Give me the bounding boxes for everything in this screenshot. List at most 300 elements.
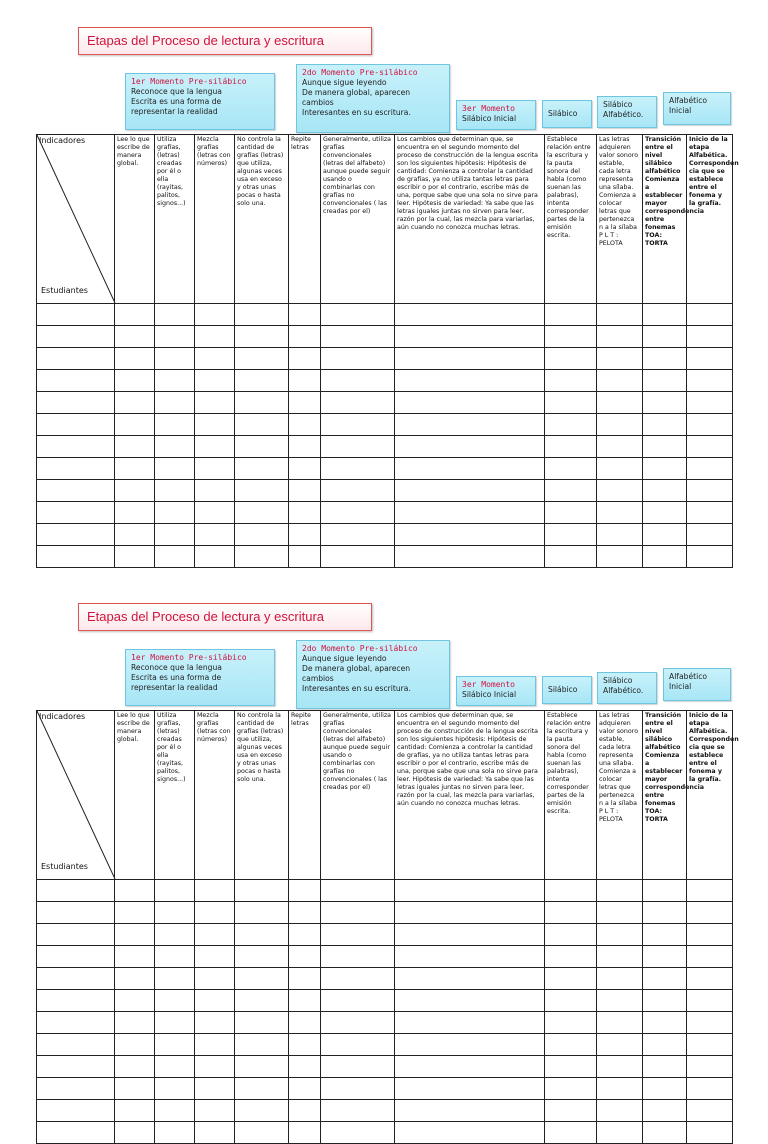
student-check-cell[interactable] [643,968,687,990]
student-check-cell[interactable] [115,1056,155,1078]
student-name-cell[interactable] [37,436,115,458]
student-name-cell[interactable] [37,480,115,502]
indicator-cell: Establece relación entre la escritura y la pauta sonora del habla (como suenan las palabras), intenta corresponder partes de la emisión escrita. [545,711,597,880]
student-name-cell[interactable] [37,370,115,392]
student-check-cell[interactable] [289,502,321,524]
student-name-cell[interactable] [37,414,115,436]
student-check-cell[interactable] [289,946,321,968]
student-check-cell[interactable] [235,924,289,946]
student-check-cell[interactable] [687,546,733,568]
student-check-cell[interactable] [597,968,643,990]
student-name-cell[interactable] [37,524,115,546]
student-check-cell[interactable] [597,502,643,524]
student-check-cell[interactable] [687,1034,733,1056]
student-check-cell[interactable] [321,458,395,480]
student-check-cell[interactable] [195,458,235,480]
student-check-cell[interactable] [115,370,155,392]
student-check-cell[interactable] [321,304,395,326]
student-check-cell[interactable] [687,968,733,990]
student-check-cell[interactable] [289,524,321,546]
student-check-cell[interactable] [235,902,289,924]
student-check-cell[interactable] [195,968,235,990]
student-check-cell[interactable] [235,1078,289,1100]
student-check-cell[interactable] [289,392,321,414]
student-check-cell[interactable] [235,502,289,524]
student-check-cell[interactable] [395,1034,545,1056]
student-check-cell[interactable] [321,348,395,370]
student-check-cell[interactable] [643,1100,687,1122]
student-name-cell[interactable] [37,458,115,480]
student-check-cell[interactable] [195,326,235,348]
student-check-cell[interactable] [155,924,195,946]
student-check-cell[interactable] [643,458,687,480]
student-check-cell[interactable] [395,1078,545,1100]
student-check-cell[interactable] [115,392,155,414]
student-check-cell[interactable] [321,880,395,902]
student-check-cell[interactable] [289,546,321,568]
student-name-cell[interactable] [37,502,115,524]
student-check-cell[interactable] [597,1012,643,1034]
student-check-cell[interactable] [395,1100,545,1122]
student-check-cell[interactable] [643,524,687,546]
student-check-cell[interactable] [395,436,545,458]
student-name-cell[interactable] [37,990,115,1012]
student-check-cell[interactable] [687,1078,733,1100]
student-check-cell[interactable] [687,392,733,414]
student-check-cell[interactable] [195,946,235,968]
student-check-cell[interactable] [115,480,155,502]
student-check-cell[interactable] [321,1122,395,1144]
student-check-cell[interactable] [115,458,155,480]
student-check-cell[interactable] [115,1078,155,1100]
student-check-cell[interactable] [115,1012,155,1034]
student-check-cell[interactable] [395,946,545,968]
student-check-cell[interactable] [643,392,687,414]
student-check-cell[interactable] [597,524,643,546]
silabico-label: Silábico [548,109,578,118]
student-check-cell[interactable] [155,458,195,480]
student-check-cell[interactable] [155,392,195,414]
student-check-cell[interactable] [321,1078,395,1100]
student-check-cell[interactable] [289,968,321,990]
student-check-cell[interactable] [235,1012,289,1034]
student-check-cell[interactable] [321,990,395,1012]
student-check-cell[interactable] [687,880,733,902]
student-check-cell[interactable] [115,436,155,458]
student-check-cell[interactable] [289,1122,321,1144]
student-check-cell[interactable] [687,946,733,968]
student-check-cell[interactable] [289,480,321,502]
student-check-cell[interactable] [155,1056,195,1078]
student-check-cell[interactable] [235,968,289,990]
student-check-cell[interactable] [235,524,289,546]
student-check-cell[interactable] [115,524,155,546]
student-check-cell[interactable] [235,304,289,326]
student-check-cell[interactable] [643,436,687,458]
student-check-cell[interactable] [115,1122,155,1144]
student-check-cell[interactable] [643,902,687,924]
student-check-cell[interactable] [643,880,687,902]
student-check-cell[interactable] [155,370,195,392]
student-check-cell[interactable] [597,546,643,568]
student-check-cell[interactable] [155,502,195,524]
student-check-cell[interactable] [155,1012,195,1034]
student-name-cell[interactable] [37,348,115,370]
student-check-cell[interactable] [643,1078,687,1100]
student-check-cell[interactable] [545,1034,597,1056]
student-check-cell[interactable] [687,990,733,1012]
student-check-cell[interactable] [687,370,733,392]
student-check-cell[interactable] [643,304,687,326]
student-check-cell[interactable] [289,990,321,1012]
student-check-cell[interactable] [643,546,687,568]
student-check-cell[interactable] [155,546,195,568]
student-check-cell[interactable] [289,1056,321,1078]
student-check-cell[interactable] [115,546,155,568]
student-check-cell[interactable] [155,1122,195,1144]
student-check-cell[interactable] [597,392,643,414]
student-check-cell[interactable] [155,1078,195,1100]
student-check-cell[interactable] [545,1078,597,1100]
student-check-cell[interactable] [395,546,545,568]
student-check-cell[interactable] [545,968,597,990]
student-check-cell[interactable] [597,880,643,902]
student-check-cell[interactable] [235,1034,289,1056]
student-name-cell[interactable] [37,1078,115,1100]
student-check-cell[interactable] [195,902,235,924]
student-check-cell[interactable] [115,1034,155,1056]
student-check-cell[interactable] [115,946,155,968]
student-check-cell[interactable] [321,968,395,990]
student-check-cell[interactable] [545,480,597,502]
student-name-cell[interactable] [37,1056,115,1078]
student-check-cell[interactable] [155,304,195,326]
student-check-cell[interactable] [687,1012,733,1034]
student-check-cell[interactable] [395,968,545,990]
student-check-cell[interactable] [545,1100,597,1122]
student-check-cell[interactable] [597,1122,643,1144]
student-check-cell[interactable] [155,326,195,348]
student-check-cell[interactable] [687,414,733,436]
student-name-cell[interactable] [37,1034,115,1056]
student-check-cell[interactable] [687,458,733,480]
student-name-cell[interactable] [37,392,115,414]
student-check-cell[interactable] [195,524,235,546]
student-check-cell[interactable] [643,924,687,946]
student-check-cell[interactable] [597,1100,643,1122]
student-check-cell[interactable] [115,880,155,902]
student-check-cell[interactable] [321,902,395,924]
student-check-cell[interactable] [395,348,545,370]
student-check-cell[interactable] [289,1078,321,1100]
student-name-cell[interactable] [37,924,115,946]
student-check-cell[interactable] [643,946,687,968]
student-check-cell[interactable] [545,370,597,392]
student-check-cell[interactable] [395,480,545,502]
student-check-cell[interactable] [155,968,195,990]
student-check-cell[interactable] [321,414,395,436]
student-check-cell[interactable] [155,880,195,902]
student-check-cell[interactable] [597,902,643,924]
student-name-cell[interactable] [37,304,115,326]
student-check-cell[interactable] [643,326,687,348]
student-check-cell[interactable] [195,880,235,902]
student-row [37,1056,733,1078]
student-check-cell[interactable] [545,458,597,480]
student-check-cell[interactable] [235,436,289,458]
student-check-cell[interactable] [545,414,597,436]
student-check-cell[interactable] [687,1122,733,1144]
student-check-cell[interactable] [115,902,155,924]
student-check-cell[interactable] [545,326,597,348]
student-check-cell[interactable] [289,924,321,946]
student-check-cell[interactable] [321,924,395,946]
student-check-cell[interactable] [597,480,643,502]
student-check-cell[interactable] [395,414,545,436]
student-check-cell[interactable] [545,1056,597,1078]
student-check-cell[interactable] [289,370,321,392]
student-check-cell[interactable] [321,1056,395,1078]
student-check-cell[interactable] [155,480,195,502]
student-check-cell[interactable] [597,304,643,326]
student-check-cell[interactable] [235,458,289,480]
student-check-cell[interactable] [289,1100,321,1122]
student-check-cell[interactable] [687,1100,733,1122]
student-check-cell[interactable] [597,458,643,480]
student-check-cell[interactable] [235,414,289,436]
student-check-cell[interactable] [195,348,235,370]
student-check-cell[interactable] [321,1034,395,1056]
student-check-cell[interactable] [155,902,195,924]
student-check-cell[interactable] [545,502,597,524]
student-check-cell[interactable] [687,1056,733,1078]
student-check-cell[interactable] [235,326,289,348]
student-name-cell[interactable] [37,946,115,968]
student-check-cell[interactable] [195,1100,235,1122]
student-check-cell[interactable] [597,414,643,436]
student-check-cell[interactable] [321,524,395,546]
student-check-cell[interactable] [395,1122,545,1144]
student-check-cell[interactable] [321,1012,395,1034]
student-check-cell[interactable] [155,1034,195,1056]
student-check-cell[interactable] [321,502,395,524]
student-check-cell[interactable] [235,546,289,568]
student-check-cell[interactable] [597,436,643,458]
student-check-cell[interactable] [195,546,235,568]
student-check-cell[interactable] [395,392,545,414]
student-check-cell[interactable] [155,524,195,546]
student-check-cell[interactable] [155,946,195,968]
student-check-cell[interactable] [235,1122,289,1144]
student-check-cell[interactable] [545,392,597,414]
student-check-cell[interactable] [687,326,733,348]
student-check-cell[interactable] [395,1056,545,1078]
indicator-cell: Repite letras [289,135,321,304]
student-check-cell[interactable] [115,968,155,990]
student-check-cell[interactable] [643,370,687,392]
student-check-cell[interactable] [195,1122,235,1144]
student-check-cell[interactable] [687,480,733,502]
student-check-cell[interactable] [195,370,235,392]
student-name-cell[interactable] [37,1100,115,1122]
student-check-cell[interactable] [115,1100,155,1122]
student-check-cell[interactable] [195,1034,235,1056]
student-check-cell[interactable] [687,304,733,326]
student-check-cell[interactable] [395,1012,545,1034]
student-check-cell[interactable] [195,924,235,946]
student-check-cell[interactable] [195,414,235,436]
student-check-cell[interactable] [395,370,545,392]
student-check-cell[interactable] [235,990,289,1012]
student-check-cell[interactable] [321,326,395,348]
student-check-cell[interactable] [643,502,687,524]
student-check-cell[interactable] [597,990,643,1012]
student-check-cell[interactable] [195,502,235,524]
student-check-cell[interactable] [687,436,733,458]
student-check-cell[interactable] [289,880,321,902]
student-check-cell[interactable] [597,370,643,392]
moment1-box [125,73,275,130]
student-check-cell[interactable] [545,1012,597,1034]
student-check-cell[interactable] [321,1100,395,1122]
children-reading-illustration [456,14,580,98]
student-check-cell[interactable] [395,524,545,546]
student-check-cell[interactable] [643,1122,687,1144]
student-name-cell[interactable] [37,902,115,924]
student-check-cell[interactable] [545,1122,597,1144]
student-name-cell[interactable] [37,546,115,568]
student-check-cell[interactable] [195,990,235,1012]
student-check-cell[interactable] [155,348,195,370]
student-check-cell[interactable] [643,414,687,436]
student-name-cell[interactable] [37,326,115,348]
student-check-cell[interactable] [545,348,597,370]
student-check-cell[interactable] [195,1012,235,1034]
student-check-cell[interactable] [687,902,733,924]
student-check-cell[interactable] [545,924,597,946]
student-check-cell[interactable] [545,546,597,568]
student-check-cell[interactable] [195,1056,235,1078]
student-check-cell[interactable] [395,924,545,946]
student-check-cell[interactable] [643,1012,687,1034]
student-check-cell[interactable] [289,348,321,370]
student-check-cell[interactable] [115,414,155,436]
student-check-cell[interactable] [687,924,733,946]
student-check-cell[interactable] [289,326,321,348]
student-check-cell[interactable] [597,1078,643,1100]
student-check-cell[interactable] [395,326,545,348]
student-check-cell[interactable] [289,902,321,924]
student-check-cell[interactable] [687,348,733,370]
student-check-cell[interactable] [115,924,155,946]
student-check-cell[interactable] [321,370,395,392]
student-check-cell[interactable] [115,348,155,370]
student-check-cell[interactable] [195,480,235,502]
student-name-cell[interactable] [37,1122,115,1144]
student-check-cell[interactable] [155,436,195,458]
student-check-cell[interactable] [643,480,687,502]
student-check-cell[interactable] [115,304,155,326]
student-check-cell[interactable] [321,436,395,458]
student-check-cell[interactable] [235,946,289,968]
student-check-cell[interactable] [289,1012,321,1034]
student-check-cell[interactable] [321,946,395,968]
student-name-cell[interactable] [37,968,115,990]
student-check-cell[interactable] [235,392,289,414]
student-check-cell[interactable] [115,502,155,524]
student-check-cell[interactable] [395,880,545,902]
student-check-cell[interactable] [235,370,289,392]
student-check-cell[interactable] [195,1078,235,1100]
student-check-cell[interactable] [395,990,545,1012]
student-check-cell[interactable] [545,946,597,968]
student-check-cell[interactable] [235,480,289,502]
student-check-cell[interactable] [545,436,597,458]
student-check-cell[interactable] [395,902,545,924]
student-check-cell[interactable] [321,480,395,502]
student-name-cell[interactable] [37,1012,115,1034]
student-check-cell[interactable] [643,990,687,1012]
student-check-cell[interactable] [155,1100,195,1122]
student-check-cell[interactable] [687,524,733,546]
student-check-cell[interactable] [643,348,687,370]
student-check-cell[interactable] [643,1056,687,1078]
student-check-cell[interactable] [395,304,545,326]
indicator-cell: No controla la cantidad de grafías (letras) que utiliza, algunas veces usa en exceso y otras unas pocas o hasta solo una. [235,135,289,304]
student-check-cell[interactable] [289,458,321,480]
student-check-cell[interactable] [545,880,597,902]
student-check-cell[interactable] [195,304,235,326]
student-check-cell[interactable] [545,990,597,1012]
student-check-cell[interactable] [597,348,643,370]
student-check-cell[interactable] [545,902,597,924]
student-check-cell[interactable] [235,348,289,370]
student-check-cell[interactable] [395,458,545,480]
student-check-cell[interactable] [115,326,155,348]
student-row [37,414,733,436]
table-corner-cell [37,135,115,304]
student-check-cell[interactable] [321,392,395,414]
student-check-cell[interactable] [235,880,289,902]
student-check-cell[interactable] [395,502,545,524]
student-name-cell[interactable] [37,880,115,902]
moment2-box [296,64,450,133]
student-row [37,524,733,546]
student-check-cell[interactable] [545,304,597,326]
student-check-cell[interactable] [321,546,395,568]
alfabetico-inicial-box [663,92,731,125]
student-check-cell[interactable] [643,1034,687,1056]
student-check-cell[interactable] [155,990,195,1012]
student-check-cell[interactable] [289,436,321,458]
student-check-cell[interactable] [235,1100,289,1122]
student-check-cell[interactable] [597,326,643,348]
student-check-cell[interactable] [195,392,235,414]
student-check-cell[interactable] [687,502,733,524]
student-check-cell[interactable] [597,1034,643,1056]
student-check-cell[interactable] [115,990,155,1012]
student-check-cell[interactable] [545,524,597,546]
student-check-cell[interactable] [235,1056,289,1078]
student-check-cell[interactable] [597,1056,643,1078]
student-check-cell[interactable] [289,304,321,326]
student-check-cell[interactable] [289,414,321,436]
student-check-cell[interactable] [289,1034,321,1056]
student-check-cell[interactable] [597,924,643,946]
student-check-cell[interactable] [155,414,195,436]
student-check-cell[interactable] [597,946,643,968]
student-check-cell[interactable] [195,436,235,458]
